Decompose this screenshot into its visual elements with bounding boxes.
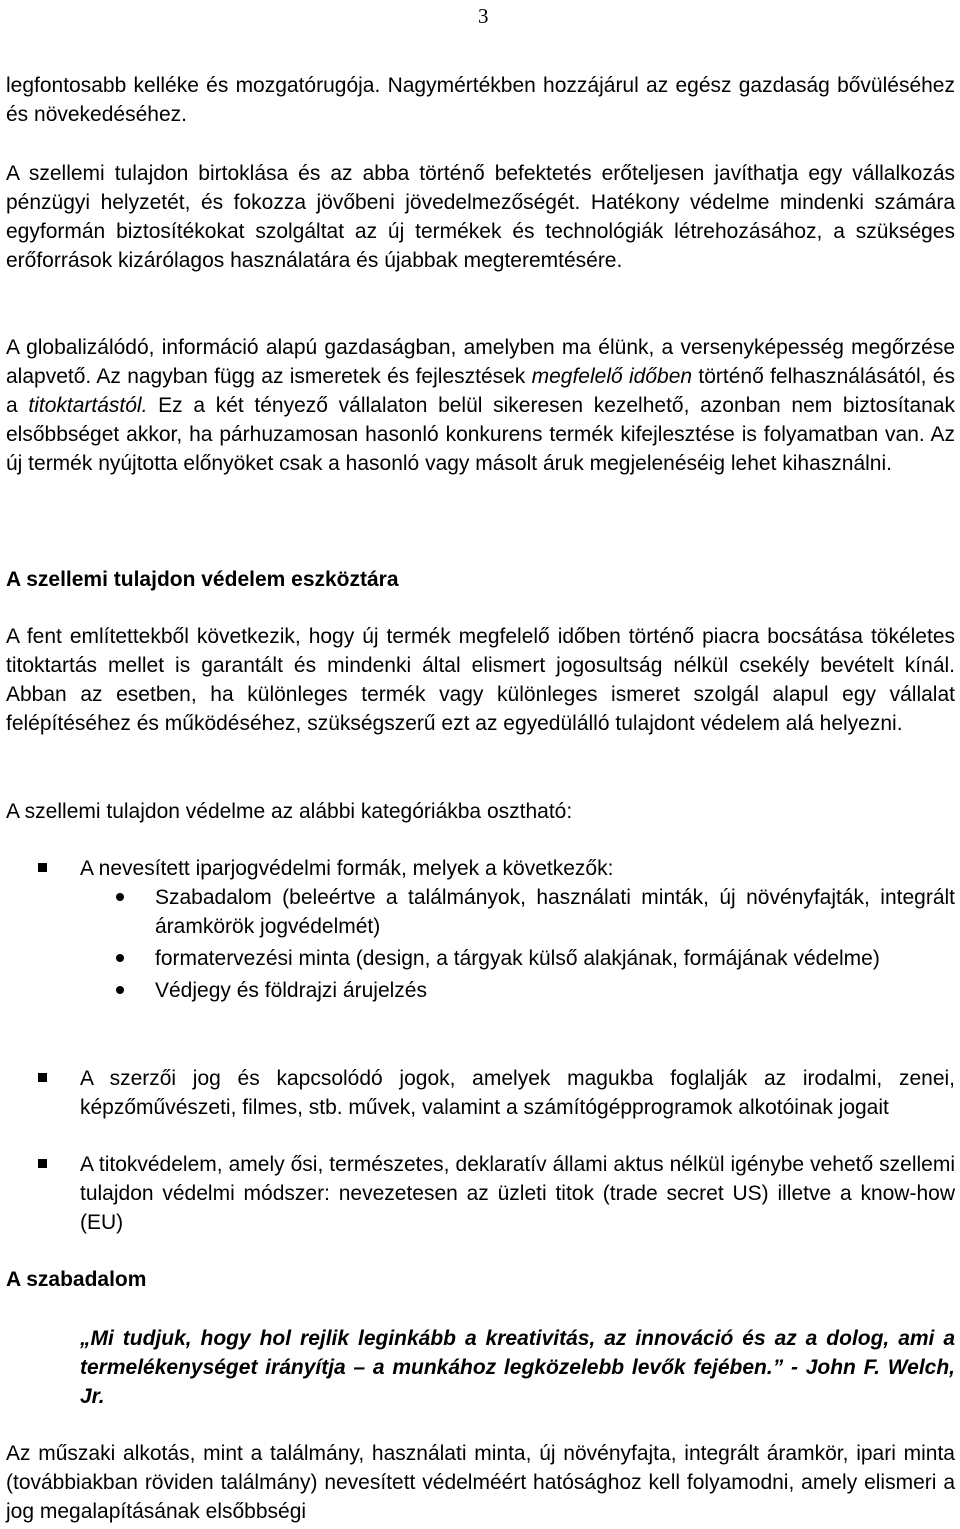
category-item-copyright: [6, 1064, 955, 1122]
subcategory-label: Védjegy és földrajzi árujelzés: [155, 979, 427, 1002]
paragraph-technical-creation: Az műszaki alkotás, mint a találmány, használati minta, új növényfajta, integrált áramkör, ipari minta (továbbiakban röviden találmány) nevesített védelméért hatósághoz kell folyamodni, amely elismeri a jog megalapításának elsőbbségi: [6, 1442, 955, 1523]
list-item: [6, 854, 955, 883]
list-item: [6, 976, 955, 1005]
square-bullet-icon: [38, 863, 47, 872]
subcategory-label: Szabadalom (beleértve a találmányok, használati minták, új növényfajták, integrált áramkörök jogvédelmét): [155, 886, 955, 938]
category-item-industrial: [6, 854, 955, 1005]
square-bullet-icon: [38, 1159, 47, 1168]
paragraph-ownership: A szellemi tulajdon birtoklása és az abba történő befektetés erőteljesen javíthatja egy vállalkozás pénzügyi helyzetét, és fokozza jövőbeni jövedelmezőségét. Hatékony védelme mindenki számára egyformán biztosítékokat szolgáltat az új termékek és technológiák létrehozásához, a szükséges erőforrások kizárólagos használatára és újabbak megteremtésére.: [6, 162, 955, 272]
paragraph-globalization: [6, 333, 955, 478]
dot-bullet-icon: [116, 986, 124, 994]
list-item: [6, 883, 955, 941]
page-number: 3: [478, 4, 489, 28]
category-label: A szerzői jog és kapcsolódó jogok, amelyek magukba foglalják az irodalmi, zenei, képzőművészeti, filmes, stb. művek, valamint a számítógépprogramok alkotóinak jogait: [80, 1067, 955, 1119]
list-item: [6, 944, 955, 973]
paragraph-categories-intro: A szellemi tulajdon védelme az alábbi kategóriákba osztható:: [6, 800, 573, 823]
section-heading-patent: A szabadalom: [6, 1268, 147, 1291]
paragraph-text: Ez a két tényező vállalaton belül sikeresen kezelhető, azonban nem biztosítanak elsőbbséget akkor, ha párhuzamosan hasonló konkurens termék kifejlesztése is folyamatban van. Az új termék nyújtotta előnyöket csak a hasonló vagy másolt áruk megjelenéséig lehet kihasználni.: [6, 394, 955, 475]
category-label: A titokvédelem, amely ősi, természetes, deklaratív állami aktus nélkül igénybe vehető szellemi tulajdon védelmi módszer: nevezetesen az üzleti titok (trade secret US) illetve a know-how (EU): [80, 1153, 955, 1234]
emphasis-text: megfelelő időben: [531, 365, 693, 388]
category-item-secrecy: [6, 1150, 955, 1237]
emphasis-text: titoktartástól.: [28, 394, 148, 417]
dot-bullet-icon: [116, 893, 124, 901]
list-item: [6, 1150, 955, 1237]
subcategory-list: [6, 883, 955, 1005]
list-item: [6, 1064, 955, 1122]
paragraph-intro-end: legfontosabb kelléke és mozgatórugója. Nagymértékben hozzájárul az egész gazdaság bővüléséhez és növekedéséhez.: [6, 74, 955, 126]
dot-bullet-icon: [116, 954, 124, 962]
subcategory-label: formatervezési minta (design, a tárgyak külső alakjának, formájának védelme): [155, 947, 880, 970]
paragraph-text: A globalizálódó, információ alapú gazdaságban, amelyben ma élünk, a versenyképesség megőrzése alapvető. Az nagyban függ az ismeretek és fejlesztések: [6, 336, 955, 388]
section-heading-toolkit: A szellemi tulajdon védelem eszköztára: [6, 568, 399, 591]
paragraph-text: történő felhasználásától, és a: [6, 365, 955, 417]
paragraph-market: A fent említettekből következik, hogy új termék megfelelő időben történő piacra bocsátása tökéletes titoktartás mellet is garantált és mindenki által elismert jogosultság nélkül csekély bevételt kínál. Abban az esetben, ha különleges termék vagy különleges ismeret szolgál alapul egy vállalat felépítéséhez és működéséhez, szükségszerű ezt az egyedülálló tulajdont védelem alá helyezni.: [6, 625, 955, 735]
square-bullet-icon: [38, 1073, 47, 1082]
quote-block: „Mi tudjuk, hogy hol rejlik leginkább a kreativitás, az innováció és az a dolog, ami a termelékenységet irányítja – a munkához legközelebb levők fejében.” - John F. Welch, Jr.: [80, 1327, 955, 1408]
category-label: A nevesített iparjogvédelmi formák, melyek a következők:: [80, 857, 614, 880]
